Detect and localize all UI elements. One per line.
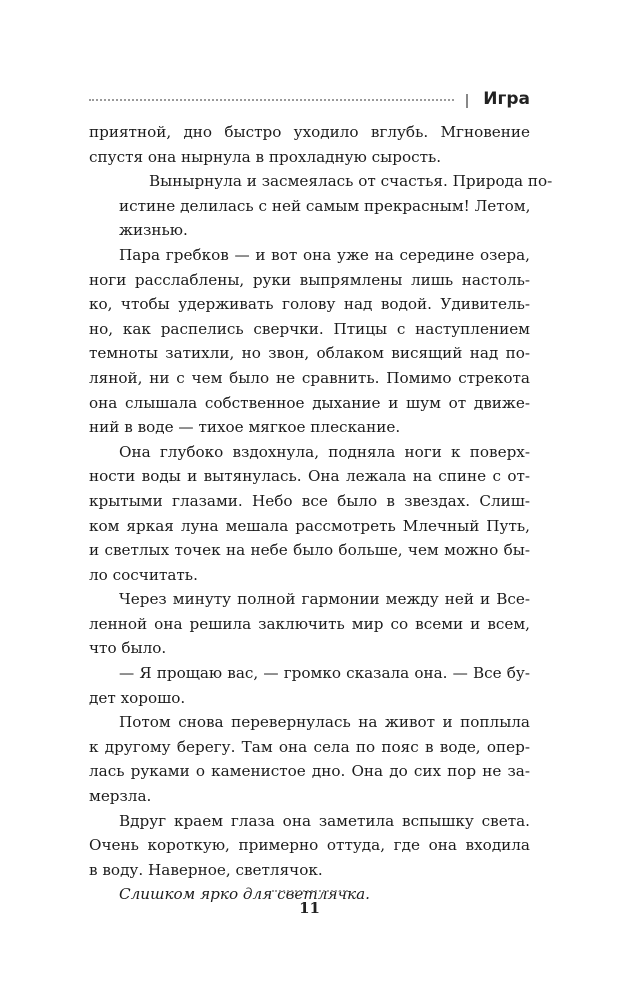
text-line: — Я прощаю вас, — громко сказала она. — Все бу- — [119, 664, 530, 683]
text-line: ло сосчитать. — [89, 565, 198, 584]
text-line: Она глубоко вздохнула, подняла ноги к поверх- — [119, 442, 530, 461]
header-separator — [466, 94, 468, 108]
running-header — [89, 88, 530, 112]
text-line: спустя она нырнула в прохладную сырость. — [89, 147, 442, 166]
text-line: Потом снова перевернулась на живот и поплыла — [119, 713, 530, 732]
text-line: она слышала собственное дыхание и шум от движе- — [89, 393, 530, 412]
text-line: в воду. Наверное, светлячок. — [89, 860, 323, 879]
paragraph-2 — [89, 169, 553, 243]
text-line: жизнью. — [119, 221, 188, 240]
text-line: ноги расслаблены, руки выпрямлены лишь настоль- — [89, 270, 530, 289]
text-line: приятной, дно быстро уходило вглубь. Мгновение — [89, 123, 530, 141]
page-number: 11 — [299, 899, 320, 917]
paragraph-7 — [89, 710, 530, 808]
text-line: Вдруг краем глаза она заметила вспышку света. — [119, 811, 530, 830]
text-line: крытыми глазами. Небо все было в звездах. Слиш- — [89, 491, 530, 510]
paragraph-5 — [89, 587, 530, 661]
header-dotted-rule — [89, 99, 454, 101]
page-footer — [0, 890, 619, 917]
text-line: к другому берегу. Там она села по пояс в воде, опер- — [89, 737, 530, 756]
text-line: Вынырнула и засмеялась от счастья. Природа по- — [149, 172, 553, 191]
paragraph-8 — [89, 809, 530, 883]
paragraph-1 — [89, 120, 530, 169]
text-line: ний в воде — тихое мягкое плескание. — [89, 418, 401, 437]
text-line: лась руками о каменистое дно. Она до сих пор не за- — [89, 762, 530, 781]
body-text — [89, 120, 553, 907]
text-line: и светлых точек на небе было больше, чем можно бы- — [89, 541, 530, 560]
text-line: мерзла. — [89, 787, 152, 806]
text-line: Очень короткую, примерно оттуда, где она входила — [89, 836, 530, 855]
footer-dotted-rule — [272, 890, 348, 892]
chapter-title: Игра — [483, 89, 530, 109]
text-line: ленной она решила заключить мир со всеми и всем, — [89, 614, 530, 633]
text-line: но, как распелись сверчки. Птицы с наступлением — [89, 319, 530, 338]
text-line: темноты затихли, но звон, облаком висящий над по- — [89, 344, 530, 363]
text-line: ко, чтобы удерживать голову над водой. Удивитель- — [89, 295, 530, 314]
text-line: ком яркая луна мешала рассмотреть Млечный Путь, — [89, 516, 530, 535]
text-line: ляной, ни с чем было не сравнить. Помимо стрекота — [89, 368, 530, 387]
paragraph-4 — [89, 440, 530, 588]
text-line: Через минуту полной гармонии между ней и Все- — [119, 590, 530, 609]
paragraph-6 — [89, 661, 530, 710]
text-line: ности воды и вытянулась. Она лежала на спине с от- — [89, 467, 530, 486]
italic-text-line: Слишком ярко для светлячка. — [119, 885, 370, 904]
text-line: дет хорошо. — [89, 688, 186, 707]
text-line: истине делилась с ней самым прекрасным! Летом, — [119, 196, 531, 215]
text-line: Пара гребков — и вот она уже на середине озера, — [119, 245, 530, 264]
text-line: что было. — [89, 639, 167, 658]
paragraph-3 — [89, 243, 530, 440]
